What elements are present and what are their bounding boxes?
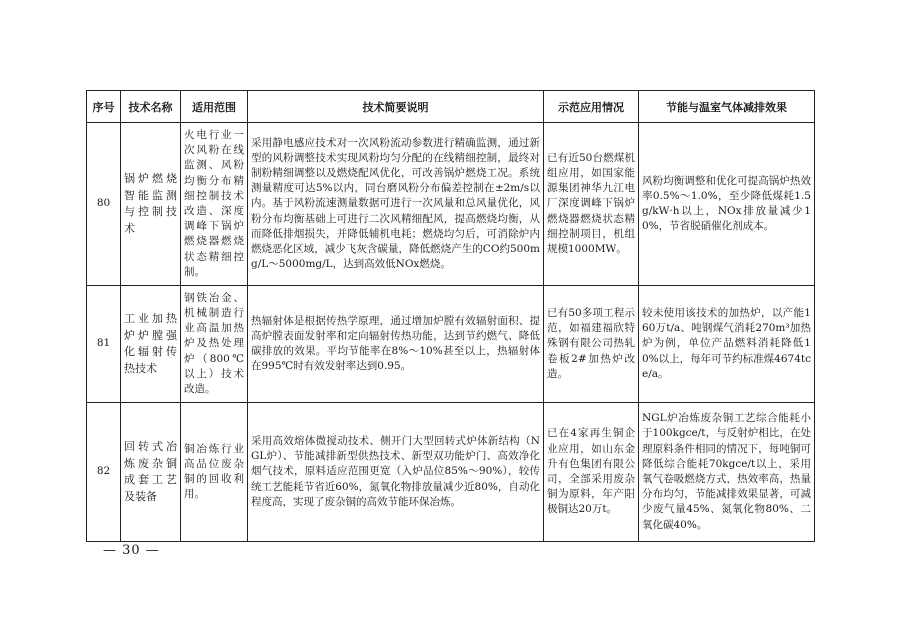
table-row (87, 123, 815, 286)
header-name: 技术名称 (121, 91, 181, 123)
row-name: 回转式冶炼废杂铜成套工艺及装备 (121, 403, 181, 542)
row-effect: 较未使用该技术的加热炉，以产能160万t/a、吨钢煤气消耗270m³加热炉为例，单位产品燃料消耗降低10%以上，每年可节约标准煤4674tce/a。 (639, 286, 815, 403)
row-effect: NGL炉冶炼废杂铜工艺综合能耗小于100kgce/t，与反射炉相比，在处理原料条件相同的情况下，每吨铜可降低综合能耗70kgce/t以上，采用氧气卷吸燃烧方式，热效率高，热量分布均匀，节能减排效果显著，可减少废气量45%、氮氧化物80%、二氧化碳40%。 (639, 403, 815, 542)
table-header-row (87, 91, 815, 123)
row-effect: 风粉均衡调整和优化可提高锅炉热效率0.5%～1.0%，至少降低煤耗1.5g/kW·h以上，NOx排放量减少10%，节省脱硝催化剂成本。 (639, 123, 815, 286)
header-effect: 节能与温室气体减排效果 (639, 91, 815, 123)
header-no: 序号 (87, 91, 121, 123)
row-no: 81 (87, 286, 121, 403)
header-scope: 适用范围 (181, 91, 248, 123)
header-description: 技术简要说明 (248, 91, 544, 123)
row-demo: 已有近50台燃煤机组应用，如国家能源集团神华九江电厂深度调峰下锅炉燃烧器燃烧状态精细控制项目，机组规模1000MW。 (544, 123, 639, 286)
table-row (87, 403, 815, 542)
row-name: 工业加热炉炉膛强化辐射传热技术 (121, 286, 181, 403)
row-description: 采用静电感应技术对一次风粉流动参数进行精确监测，通过新型的风粉调整技术实现风粉均匀分配的在线精细控制，最终对制粉精细调整以及燃烧配风优化，可改善锅炉燃烧工况。系统测量精度可达5%以内，同台磨风粉分布偏差控制在±2m/s以内。基于风粉流速测量数据可进行一次风量和总风量优化，风粉分布均衡基础上可进行二次风精细配风，提高燃烧均衡，从而降低排烟损失，并降低辅机电耗；燃烧均匀后，可消除炉内燃烧恶化区域，减少飞灰含碳量，降低燃烧产生的CO约500mg/L～5000mg/L，达到高效低NOx燃烧。 (248, 123, 544, 286)
row-demo: 已在4家再生铜企业应用，如山东金升有色集团有限公司，全部采用废杂铜为原料，年产阳极铜达20万t。 (544, 403, 639, 542)
technology-table (86, 90, 815, 542)
header-demo: 示范应用情况 (544, 91, 639, 123)
row-description: 采用高效熔体微搅动技术、侧开门大型回转式炉体新结构（NGL炉）、节能减排新型供热技术、新型双功能炉门、高效净化烟气技术，原料适应范围更宽（入炉品位85%～90%），较传统工艺能耗节省近60%，氮氧化物排放量减少近80%，自动化程度高，实现了废杂铜的高效节能环保冶炼。 (248, 403, 544, 542)
row-scope: 火电行业一次风粉在线监测、风粉均衡分布精细控制技术改造、深度调峰下锅炉燃烧器燃烧状态精细控制。 (181, 123, 248, 286)
table-row (87, 286, 815, 403)
row-scope: 钢铁冶金、机械制造行业高温加热炉及热处理炉（800℃以上）技术改造。 (181, 286, 248, 403)
row-name: 锅炉燃烧智能监测与控制技术 (121, 123, 181, 286)
page-number: — 30 — (103, 543, 160, 558)
row-description: 热辐射体是根据传热学原理，通过增加炉膛有效辐射面积、提高炉膛表面发射率和定向辐射传热功能，达到节约燃气、降低碳排放的效果。平均节能率在8%～10%甚至以上，热辐射体在995℃时有效发射率达到0.95。 (248, 286, 544, 403)
row-no: 80 (87, 123, 121, 286)
row-no: 82 (87, 403, 121, 542)
row-scope: 铜冶炼行业高品位废杂铜的回收利用。 (181, 403, 248, 542)
row-demo: 已有50多项工程示范，如福建福欣特殊钢有限公司热轧卷板2#加热炉改造。 (544, 286, 639, 403)
